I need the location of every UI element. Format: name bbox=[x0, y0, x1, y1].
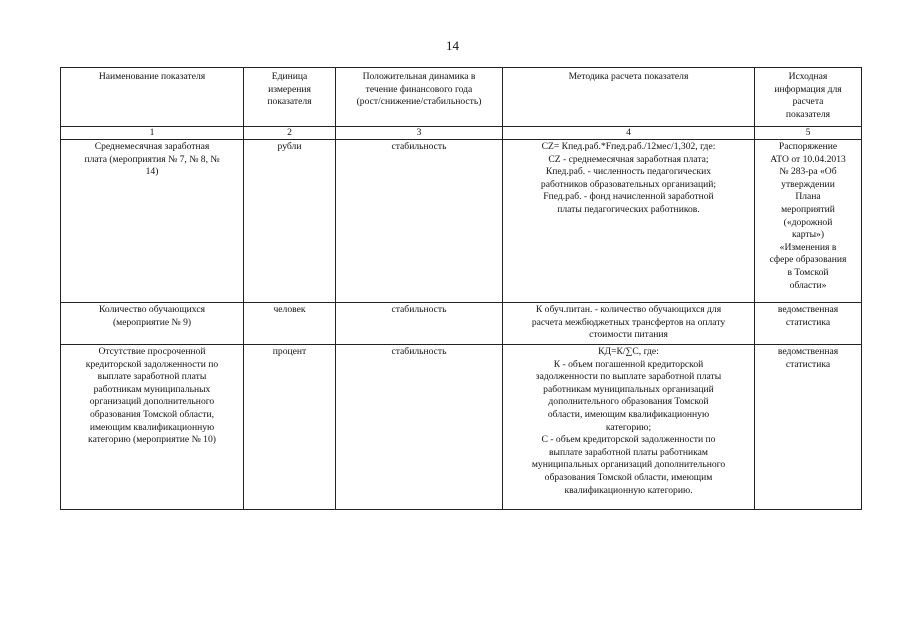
cell-line: работникам муниципальных bbox=[93, 383, 211, 395]
header-cell-unit bbox=[244, 68, 336, 127]
cell-line: в Томской bbox=[787, 266, 829, 278]
cell-line: Кпед.раб. - численность педагогических bbox=[545, 166, 712, 178]
cell-unit bbox=[244, 345, 336, 510]
table-row bbox=[61, 303, 862, 345]
cell-line: информация для bbox=[774, 83, 842, 95]
column-number-row bbox=[61, 127, 862, 140]
cell-indicator-name bbox=[61, 345, 244, 510]
cell-line: С - объем кредиторской задолженности по bbox=[541, 434, 716, 446]
cell-unit bbox=[244, 303, 336, 345]
cell-line: дополнительного образования Томской bbox=[548, 396, 709, 408]
cell-line: Среднемесячная заработная bbox=[94, 141, 210, 152]
cell-line: расчета межбюджетных трансфертов на оплату bbox=[531, 316, 726, 328]
cell-line: сфере образования bbox=[769, 254, 847, 266]
cell-line: мероприятий bbox=[781, 203, 835, 215]
column-number: 2 bbox=[244, 127, 336, 140]
cell-line: статистика bbox=[785, 358, 831, 370]
cell-line: «Изменения в bbox=[779, 241, 837, 253]
cell-line: квалификационную категорию. bbox=[564, 484, 693, 496]
header-cell-indicator-name bbox=[61, 68, 244, 127]
cell-line: показателя bbox=[785, 108, 831, 120]
header-cell-source bbox=[755, 68, 862, 127]
cell-line: стабильность bbox=[391, 141, 447, 152]
cell-source bbox=[755, 303, 862, 345]
cell-line: стоимости питания bbox=[589, 329, 668, 341]
cell-line: К - объем погашенной кредиторской bbox=[553, 358, 704, 370]
cell-line: выплате заработной платы работникам bbox=[549, 446, 708, 458]
cell-line: образования Томской области, bbox=[89, 408, 215, 420]
cell-line: работников образовательных организаций; bbox=[540, 178, 717, 190]
cell-line: Плана bbox=[795, 191, 821, 203]
cell-line: Fпед.раб. - фонд начисленной заработной bbox=[543, 191, 714, 203]
cell-line: течение финансового года bbox=[365, 83, 473, 95]
cell-line: CZ - среднемесячная заработная плата; bbox=[548, 153, 709, 165]
cell-line: (мероприятие № 9) bbox=[112, 316, 192, 328]
cell-line: ведомственная bbox=[777, 304, 839, 315]
cell-line: («дорожной bbox=[783, 216, 833, 228]
cell-dynamics bbox=[336, 140, 503, 303]
table-row bbox=[61, 345, 862, 510]
cell-line: карты») bbox=[791, 229, 825, 241]
cell-line: категорию (мероприятие № 10) bbox=[88, 434, 216, 446]
header-cell-dynamics bbox=[336, 68, 503, 127]
cell-line: Положительная динамика в bbox=[362, 71, 476, 82]
cell-line: Количество обучающихся bbox=[98, 304, 206, 315]
cell-line: организаций дополнительного bbox=[89, 396, 215, 408]
cell-line: Наименование показателя bbox=[98, 71, 206, 82]
cell-line: области» bbox=[789, 279, 827, 291]
cell-line: кредиторской задолженности по bbox=[85, 358, 219, 370]
cell-line: расчета bbox=[792, 96, 824, 108]
page-number: 14 bbox=[446, 38, 459, 53]
cell-line: плата (мероприятия № 7, № 8, № bbox=[84, 153, 220, 165]
cell-source bbox=[755, 345, 862, 510]
cell-line: стабильность bbox=[391, 304, 447, 315]
cell-line: ведомственная bbox=[777, 346, 839, 357]
cell-line: Методика расчета показателя bbox=[568, 71, 689, 82]
cell-line: имеющим квалификационную bbox=[89, 421, 215, 433]
cell-line: (рост/снижение/стабильность) bbox=[356, 96, 482, 108]
cell-method bbox=[503, 345, 755, 510]
cell-line: АТО от 10.04.2013 bbox=[770, 153, 846, 165]
cell-line: утверждении bbox=[781, 178, 835, 190]
cell-line: CZ= Кпед.раб.*Fпед.раб./12мес/1,302, где: bbox=[541, 141, 716, 152]
cell-method bbox=[503, 303, 755, 345]
cell-line: платы педагогических работников. bbox=[557, 203, 700, 215]
cell-line: муниципальных организаций дополнительного bbox=[531, 459, 726, 471]
column-number: 5 bbox=[755, 127, 862, 140]
cell-line: Исходная bbox=[788, 71, 828, 82]
column-number: 1 bbox=[61, 127, 244, 140]
cell-line: категорию; bbox=[605, 421, 652, 433]
cell-method bbox=[503, 140, 755, 303]
cell-line: образования Томской области, имеющим bbox=[544, 471, 713, 483]
cell-line: рубли bbox=[277, 141, 302, 152]
cell-line: работникам муниципальных организаций bbox=[543, 383, 714, 395]
cell-line: задолженности по выплате заработной платы bbox=[535, 371, 722, 383]
cell-line: Распоряжение bbox=[778, 141, 838, 152]
cell-line: статистика bbox=[785, 316, 831, 328]
table-row bbox=[61, 140, 862, 303]
cell-line: показателя bbox=[267, 96, 312, 108]
cell-line: КД=К/∑С, где: bbox=[598, 346, 659, 357]
cell-line: выплате заработной платы bbox=[97, 371, 207, 383]
cell-line: области, имеющим квалификационную bbox=[547, 408, 710, 420]
cell-indicator-name bbox=[61, 140, 244, 303]
cell-line: измерения bbox=[268, 83, 311, 95]
header-cell-method bbox=[503, 68, 755, 127]
cell-unit bbox=[244, 140, 336, 303]
indicator-table bbox=[60, 67, 862, 510]
cell-line: стабильность bbox=[391, 346, 447, 357]
column-number: 3 bbox=[336, 127, 503, 140]
header-row bbox=[61, 68, 862, 127]
cell-line: № 283-ра «Об bbox=[779, 166, 837, 178]
cell-line: Отсутствие просроченной bbox=[98, 346, 206, 357]
cell-line: человек bbox=[273, 304, 306, 315]
cell-line: 14) bbox=[145, 166, 159, 178]
cell-indicator-name bbox=[61, 303, 244, 345]
cell-line: Единица bbox=[271, 71, 308, 82]
cell-dynamics bbox=[336, 345, 503, 510]
cell-line: К обуч.питан. - количество обучающихся для bbox=[535, 304, 722, 315]
cell-dynamics bbox=[336, 303, 503, 345]
column-number: 4 bbox=[503, 127, 755, 140]
cell-line: процент bbox=[272, 346, 307, 357]
cell-source bbox=[755, 140, 862, 303]
